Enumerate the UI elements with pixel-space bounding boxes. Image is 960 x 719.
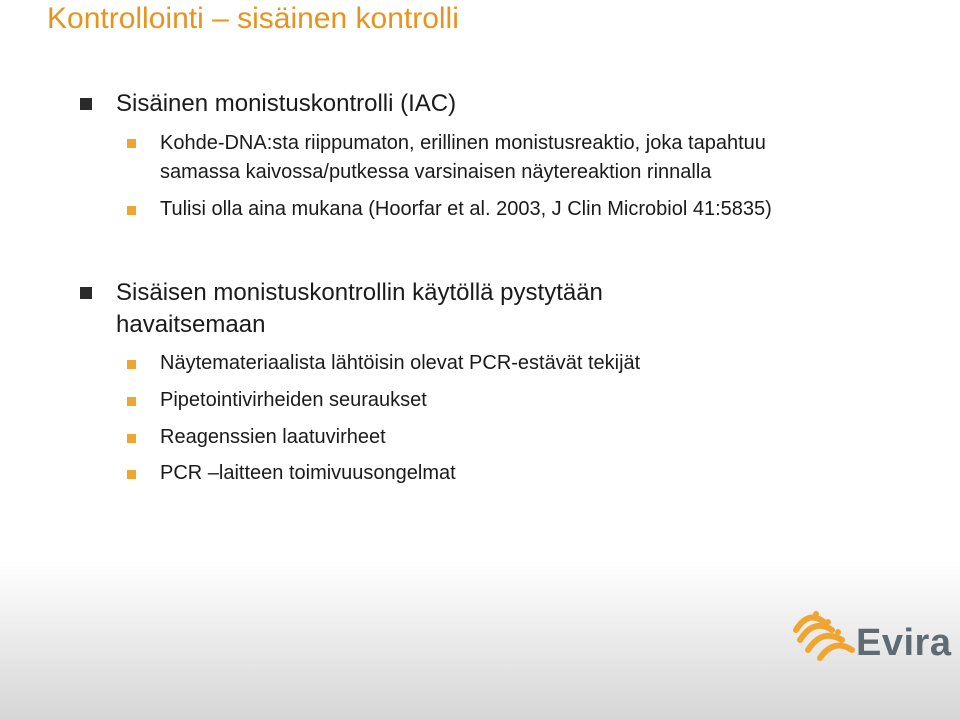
bullet-square-icon <box>80 287 92 299</box>
evira-logo-text: Evira <box>856 622 952 664</box>
section-heading: Sisäinen monistuskontrolli (IAC) <box>116 90 457 117</box>
list-item: Kohde-DNA:sta riippumaton, erillinen monistusreaktio, joka tapahtuu <box>160 132 766 154</box>
sub-bullet-square-icon <box>127 139 136 148</box>
slide-title: Kontrollointi – sisäinen kontrolli <box>47 2 459 35</box>
sub-bullet-square-icon <box>127 470 136 479</box>
list-item: Tulisi olla aina mukana (Hoorfar et al. 2003, J Clin Microbiol 41:5835) <box>160 198 772 220</box>
list-item: Näytemateriaalista lähtöisin olevat PCR-estävät tekijät <box>160 352 641 374</box>
sub-bullet-square-icon <box>127 434 136 443</box>
list-item: Reagenssien laatuvirheet <box>160 426 386 448</box>
list-item: Pipetointivirheiden seuraukset <box>160 389 427 411</box>
sub-bullet-square-icon <box>127 206 136 215</box>
section-heading: Sisäisen monistuskontrollin käytöllä pystytään <box>116 279 603 306</box>
section-heading-continuation: havaitsemaan <box>116 311 266 338</box>
bullet-square-icon <box>80 98 92 110</box>
list-item: PCR –laitteen toimivuusongelmat <box>160 462 456 484</box>
sub-bullet-square-icon <box>127 397 136 406</box>
sub-bullet-square-icon <box>127 360 136 369</box>
list-item-continuation: samassa kaivossa/putkessa varsinaisen näytereaktion rinnalla <box>160 161 712 183</box>
